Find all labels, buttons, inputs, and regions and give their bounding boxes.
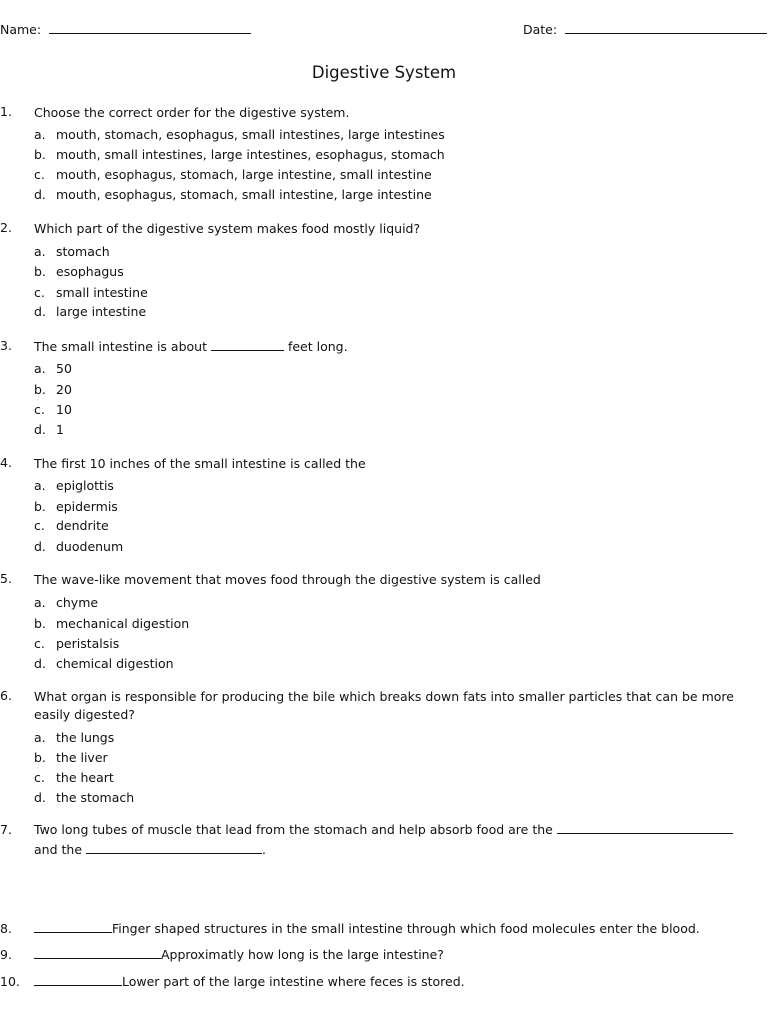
question-number: 5. (0, 571, 12, 586)
question-text: The small intestine is about feet long. (34, 339, 348, 354)
answer-blank-2[interactable] (86, 842, 262, 854)
option-c[interactable]: c. mouth, esophagus, stomach, large intestine, small intestine (34, 167, 432, 182)
answer-blank[interactable] (34, 921, 112, 933)
question-number: 8. (0, 921, 12, 936)
question-text: The wave-like movement that moves food through the digestive system is called (34, 572, 541, 587)
option-a[interactable]: a. 50 (34, 361, 72, 376)
option-b[interactable]: b. mechanical digestion (34, 616, 190, 631)
question-text: The first 10 inches of the small intestine is called the (34, 456, 366, 471)
option-b[interactable]: b. epidermis (34, 499, 118, 514)
option-b[interactable]: b. the liver (34, 750, 108, 765)
option-c[interactable]: c. the heart (34, 770, 114, 785)
question-number: 9. (0, 947, 12, 962)
question-number: 2. (0, 220, 12, 235)
question-text: Which part of the digestive system makes food mostly liquid? (34, 221, 421, 236)
page-title: Digestive System (311, 63, 457, 82)
option-a[interactable]: a. stomach (34, 244, 110, 259)
option-c[interactable]: c. 10 (34, 402, 72, 417)
question-text: What organ is responsible for producing the bile which breaks down fats into smaller particles that can be more easily digested? (34, 689, 734, 722)
date-blank[interactable] (565, 22, 767, 34)
option-b[interactable]: b. 20 (34, 382, 72, 397)
answer-blank-1[interactable] (557, 822, 733, 834)
question-number: 3. (0, 338, 12, 353)
option-a[interactable]: a. the lungs (34, 730, 115, 745)
question-text-line-1: Two long tubes of muscle that lead from the stomach and help absorb food are the (34, 822, 733, 837)
option-d[interactable]: d. duodenum (34, 539, 124, 554)
name-blank[interactable] (49, 22, 251, 34)
option-d[interactable]: d. large intestine (34, 304, 147, 319)
answer-blank[interactable] (211, 339, 284, 351)
option-b[interactable]: b. mouth, small intestines, large intestines, esophagus, stomach (34, 147, 445, 162)
date-label: Date: (523, 22, 558, 37)
name-field[interactable] (0, 22, 251, 37)
option-a[interactable]: a. mouth, stomach, esophagus, small intestines, large intestines (34, 127, 445, 142)
question-number: 10. (0, 974, 20, 989)
option-d[interactable]: d. chemical digestion (34, 656, 174, 671)
option-c[interactable]: c. peristalsis (34, 636, 120, 651)
option-d[interactable]: d. mouth, esophagus, stomach, small intestine, large intestine (34, 187, 432, 202)
question-text: Finger shaped structures in the small intestine through which food molecules enter the blood. (34, 921, 700, 936)
option-d[interactable]: d. the stomach (34, 790, 135, 805)
option-b[interactable]: b. esophagus (34, 264, 124, 279)
option-a[interactable]: a. chyme (34, 595, 99, 610)
question-text: Approximatly how long is the large intestine? (34, 947, 444, 962)
question-text-line-2: and the . (34, 842, 266, 857)
question-number: 1. (0, 104, 12, 119)
question-number: 6. (0, 688, 12, 703)
option-a[interactable]: a. epiglottis (34, 478, 114, 493)
name-label: Name: (0, 22, 42, 37)
option-c[interactable]: c. dendrite (34, 518, 109, 533)
question-text: Lower part of the large intestine where feces is stored. (34, 974, 465, 989)
question-number: 7. (0, 822, 12, 837)
date-field[interactable] (523, 22, 767, 37)
option-c[interactable]: c. small intestine (34, 285, 148, 300)
question-text: Choose the correct order for the digestive system. (34, 105, 350, 120)
answer-blank[interactable] (34, 974, 122, 986)
question-number: 4. (0, 455, 12, 470)
option-d[interactable]: d. 1 (34, 422, 64, 437)
answer-blank[interactable] (34, 947, 161, 959)
